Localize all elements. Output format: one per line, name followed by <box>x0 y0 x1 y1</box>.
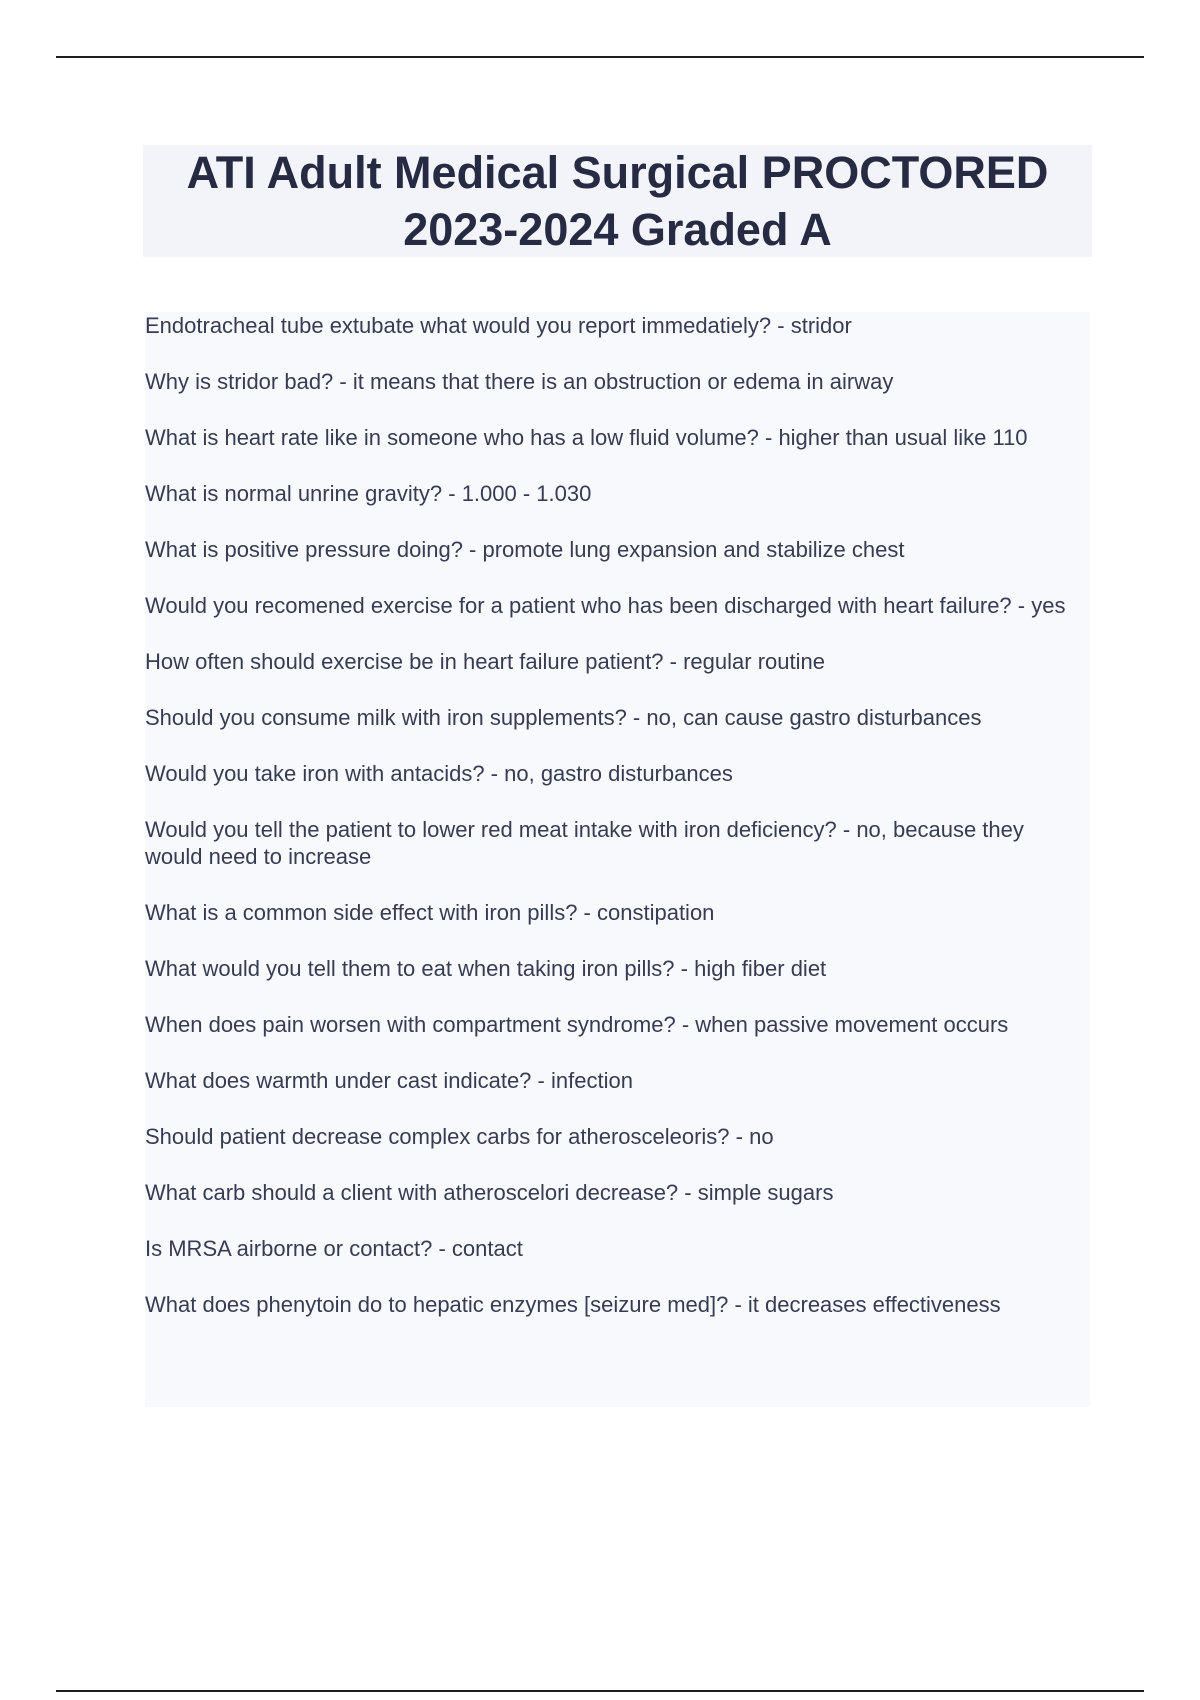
question-text: What does phenytoin do to hepatic enzymes [seizure med]? <box>145 1292 729 1317</box>
answer-text: stridor <box>790 313 852 338</box>
title-block <box>143 145 1092 257</box>
question-text: What is normal unrine gravity? <box>145 481 443 506</box>
answer-text: high fiber diet <box>694 956 827 981</box>
qa-separator: - <box>674 956 695 981</box>
answer-text: it decreases effectiveness <box>747 1292 1001 1317</box>
qa-separator: - <box>484 761 505 786</box>
header-rule <box>56 56 1144 58</box>
question-text: What would you tell them to eat when taking iron pills? <box>145 956 675 981</box>
qa-separator: - <box>729 1124 750 1149</box>
answer-text: promote lung expansion and stabilize chest <box>482 537 905 562</box>
question-text: What is a common side effect with iron pills? <box>145 900 578 925</box>
qa-item <box>145 536 1090 563</box>
qa-item <box>145 480 1090 507</box>
document-title <box>187 144 1049 258</box>
question-text: Why is stridor bad? <box>145 369 334 394</box>
question-text: What does warmth under cast indicate? <box>145 1068 532 1093</box>
question-text: Is MRSA airborne or contact? <box>145 1236 433 1261</box>
question-text: What is heart rate like in someone who has a low fluid volume? <box>145 425 759 450</box>
qa-separator: - <box>836 817 857 842</box>
qa-separator: - <box>442 481 462 506</box>
qa-separator: - <box>728 1292 748 1317</box>
question-text: What is positive pressure doing? <box>145 537 463 562</box>
answer-text: 1.000 - 1.030 <box>461 481 592 506</box>
question-text: Endotracheal tube extubate what would you report immedatiely? <box>145 313 772 338</box>
qa-item <box>145 816 1090 870</box>
qa-separator: - <box>626 705 647 730</box>
qa-separator: - <box>678 1180 698 1205</box>
qa-item <box>145 1235 1090 1262</box>
qa-item <box>145 1123 1090 1150</box>
question-text: Would you tell the patient to lower red meat intake with iron deficiency? <box>145 817 837 842</box>
qa-separator: - <box>462 537 483 562</box>
title-line-1: ATI Adult Medical Surgical PROCTORED <box>186 147 1049 198</box>
qa-item <box>145 648 1090 675</box>
qa-separator: - <box>758 425 779 450</box>
qa-separator: - <box>577 900 597 925</box>
answer-text: simple sugars <box>697 1180 834 1205</box>
qa-item <box>145 1011 1090 1038</box>
qa-separator: - <box>771 313 791 338</box>
question-text: Would you recomened exercise for a patient who has been discharged with heart failure? <box>145 593 1012 618</box>
answer-text: no, because they would need to increase <box>145 817 1024 869</box>
title-line-2: 2023-2024 Graded A <box>403 204 832 255</box>
qa-item <box>145 312 1090 339</box>
qa-list <box>145 312 1090 1318</box>
qa-separator: - <box>1011 593 1032 618</box>
qa-item <box>145 704 1090 731</box>
qa-item <box>145 1179 1090 1206</box>
qa-separator: - <box>531 1068 551 1093</box>
answer-text: no, gastro disturbances <box>504 761 733 786</box>
answer-text: when passive movement occurs <box>695 1012 1009 1037</box>
qa-separator: - <box>663 649 684 674</box>
answer-text: higher than usual like 110 <box>778 425 1028 450</box>
footer-rule <box>56 1690 1144 1692</box>
answer-text: no <box>749 1124 774 1149</box>
qa-separator: - <box>432 1236 452 1261</box>
qa-item <box>145 760 1090 787</box>
answer-text: contact <box>451 1236 523 1261</box>
qa-item <box>145 1291 1090 1318</box>
qa-separator: - <box>675 1012 696 1037</box>
answer-text: yes <box>1031 593 1066 618</box>
qa-item <box>145 899 1090 926</box>
question-text: Would you take iron with antacids? <box>145 761 485 786</box>
answer-text: it means that there is an obstruction or edema in airway <box>352 369 894 394</box>
question-text: What carb should a client with atheroscelori decrease? <box>145 1180 679 1205</box>
qa-item <box>145 1067 1090 1094</box>
qa-item <box>145 592 1090 619</box>
qa-section <box>145 312 1090 1407</box>
qa-item <box>145 955 1090 982</box>
question-text: When does pain worsen with compartment syndrome? <box>145 1012 676 1037</box>
answer-text: no, can cause gastro disturbances <box>646 705 982 730</box>
answer-text: infection <box>550 1068 633 1093</box>
qa-item <box>145 424 1090 451</box>
qa-separator: - <box>333 369 353 394</box>
answer-text: regular routine <box>683 649 825 674</box>
question-text: How often should exercise be in heart failure patient? <box>145 649 664 674</box>
question-text: Should patient decrease complex carbs for atherosceleoris? <box>145 1124 730 1149</box>
answer-text: constipation <box>597 900 715 925</box>
qa-item <box>145 368 1090 395</box>
question-text: Should you consume milk with iron supplements? <box>145 705 627 730</box>
